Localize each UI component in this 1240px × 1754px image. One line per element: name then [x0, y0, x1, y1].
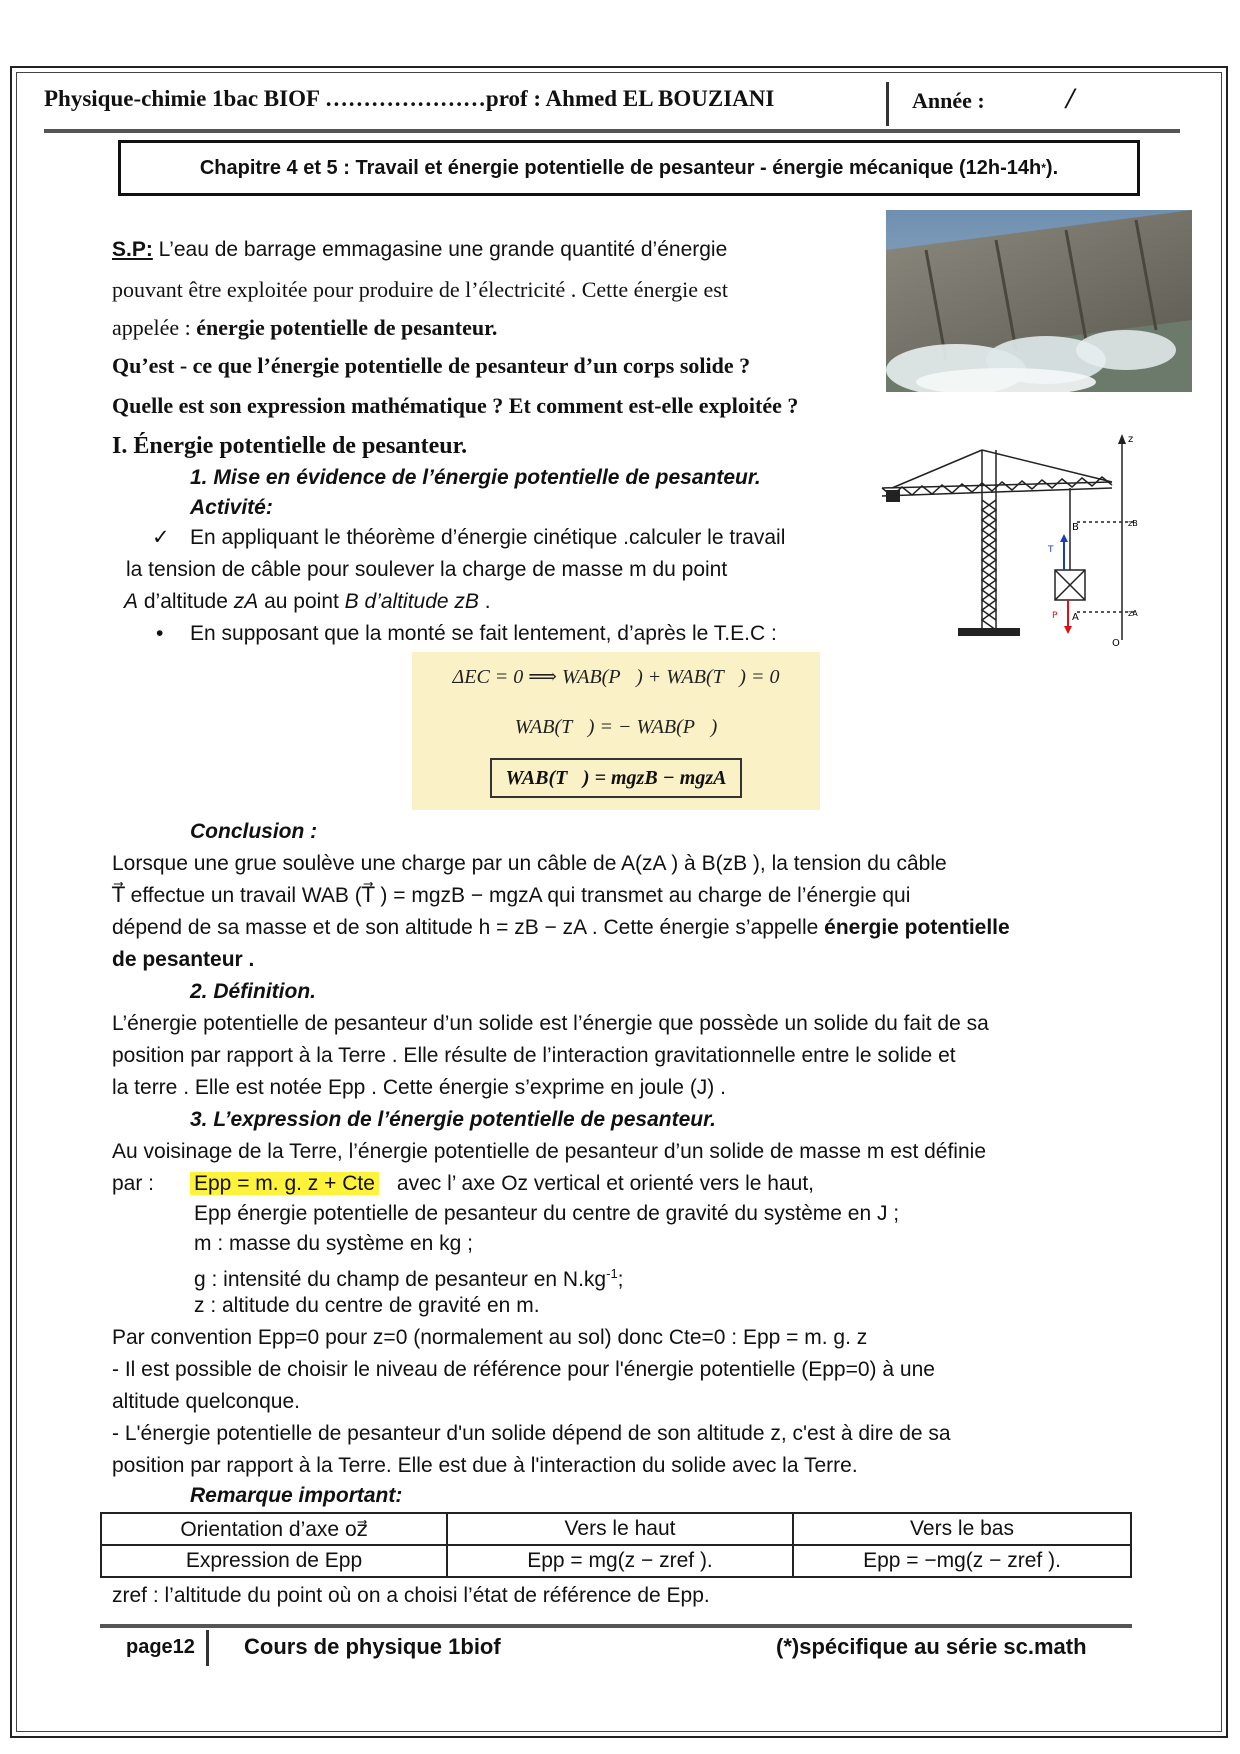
- header-separator: [886, 82, 889, 126]
- activite-label: Activité:: [190, 496, 273, 519]
- check-mark: ✓: [152, 526, 170, 549]
- table-cell: Vers le bas: [793, 1513, 1131, 1545]
- remarque-table: [100, 1512, 1132, 1578]
- definition-line-3: la terre . Elle est notée Epp . Cette énergie s’exprime en joule (J) .: [112, 1076, 726, 1099]
- svg-text:A: A: [1072, 612, 1079, 623]
- conclusion-title: Conclusion :: [190, 820, 318, 843]
- table-cell: Expression de Epp: [101, 1545, 447, 1577]
- conclusion-line-4: de pesanteur .: [112, 948, 255, 971]
- definition-line-2: position par rapport à la Terre . Elle résulte de l’interaction gravitationnelle entre le solide et: [112, 1044, 956, 1067]
- svg-text:zB: zB: [1128, 519, 1138, 528]
- footer-rule: [100, 1624, 1132, 1628]
- activity-line-3-e: .: [478, 590, 491, 613]
- epp-formula-highlight: Epp = m. g. z + Cte: [190, 1172, 379, 1195]
- epp-def: Epp énergie potentielle de pesanteur du centre de gravité du système en J ;: [194, 1202, 900, 1225]
- expression-line-1: Au voisinage de la Terre, l’énergie potentielle de pesanteur d’un solide de masse m est définie: [112, 1140, 986, 1163]
- header-rule: [44, 129, 1180, 133]
- formula-box: [412, 652, 820, 810]
- header-title: Physique-chimie 1bac BIOF …………………prof : Ahmed EL BOUZIANI: [44, 86, 775, 111]
- header-slash: /: [1066, 82, 1075, 115]
- svg-text:zA: zA: [1128, 609, 1138, 618]
- sp-label: S.P:: [112, 238, 153, 261]
- chapter-title: Chapitre 4 et 5 : Travail et énergie potentielle de pesanteur - énergie mécanique (12h-14h: [199, 156, 1042, 179]
- point-a: A: [124, 590, 139, 613]
- g-def-text: g : intensité du champ de pesanteur en N.kg: [194, 1268, 607, 1291]
- table-cell: Vers le haut: [447, 1513, 793, 1545]
- definition-title: 2. Définition.: [190, 980, 316, 1003]
- crane-diagram: [872, 430, 1152, 650]
- g-def-end: ;: [617, 1268, 624, 1291]
- activity-line-2: la tension de câble pour soulever la charge de masse m du point: [126, 558, 728, 581]
- convention: Par convention Epp=0 pour z=0 (normalement au sol) donc Cte=0 : Epp = m. g. z: [112, 1326, 868, 1349]
- definition-line-1: L’énergie potentielle de pesanteur d’un solide est l’énergie que possède un solide du fait de sa: [112, 1012, 989, 1035]
- formula-3: WAB(T⃗) = mgzB − mgzA: [490, 758, 742, 798]
- conclusion-line-1: Lorsque une grue soulève une charge par un câble de A(zA ) à B(zB ), la tension du câble: [112, 852, 947, 875]
- expression-title: 3. L’expression de l’énergie potentielle de pesanteur.: [190, 1108, 716, 1131]
- dam-photo: [886, 210, 1192, 392]
- table-row: [101, 1545, 1131, 1577]
- footer-note: (*)spécifique au série sc.math: [776, 1634, 1087, 1659]
- svg-text:T: T: [1048, 545, 1054, 555]
- m-def: m : masse du système en kg ;: [194, 1232, 473, 1255]
- question-2: Quelle est son expression mathématique ? Et comment est-elle exploitée ?: [112, 393, 799, 418]
- note-1b: altitude quelconque.: [112, 1390, 300, 1413]
- z-b: zB: [454, 590, 479, 613]
- intro-line-1: [112, 236, 727, 264]
- activity-line-3: [124, 588, 491, 616]
- intro-line-2: pouvant être exploitée pour produire de l’électricité . Cette énergie est: [112, 277, 728, 302]
- conclusion-line-3-b: énergie potentielle: [824, 916, 1010, 939]
- activity-line-3-d: d’altitude: [358, 590, 455, 613]
- bullet-text: En supposant que la monté se fait lentement, d’après le T.E.C :: [190, 622, 777, 645]
- zref-note: zref : l’altitude du point où on a choisi l’état de référence de Epp.: [112, 1584, 710, 1607]
- g-def: [194, 1260, 624, 1294]
- svg-text:O: O: [1112, 638, 1120, 649]
- activity-line-1: En appliquant le théorème d’énergie cinétique .calculer le travail: [190, 526, 786, 549]
- z-a: zA: [233, 590, 259, 613]
- activity-line-3-b: d’altitude: [138, 590, 234, 613]
- bullet-mark: •: [156, 622, 164, 645]
- intro-line-3: [112, 314, 497, 342]
- remarque-title: Remarque important:: [190, 1484, 403, 1507]
- z-def: z : altitude du centre de gravité en m.: [194, 1294, 540, 1317]
- table-cell: Epp = mg(z − zref ).: [447, 1545, 793, 1577]
- footer-page: page12: [126, 1636, 195, 1658]
- formula-2: WAB(T⃗) = − WAB(P⃗): [514, 716, 718, 738]
- svg-text:z: z: [1128, 434, 1134, 445]
- point-b: B: [344, 590, 359, 613]
- conclusion-line-3-a: dépend de sa masse et de son altitude h = zB − zA . Cette énergie s’appelle: [112, 916, 825, 939]
- formula-1: ΔEC = 0 ⟹ WAB(P⃗) + WAB(T⃗) = 0: [452, 666, 780, 688]
- note-1a: - Il est possible de choisir le niveau de référence pour l'énergie potentielle (Epp=0) à une: [112, 1358, 935, 1381]
- expression-par: par :: [112, 1172, 155, 1195]
- footer-course: Cours de physique 1biof: [244, 1634, 501, 1659]
- intro-line-3-prefix: appelée :: [112, 315, 197, 340]
- conclusion-line-3: [112, 914, 1010, 942]
- note-2b: position par rapport à la Terre. Elle est due à l'interaction du solide avec la Terre.: [112, 1454, 858, 1477]
- chapter-title-end: ).: [1045, 156, 1059, 179]
- header-annee: Année :: [912, 88, 985, 113]
- g-def-sup: -1: [606, 1266, 618, 1281]
- activity-line-3-c: au point: [258, 590, 345, 613]
- activity-line-1-clip: [190, 524, 860, 552]
- svg-text:P: P: [1052, 611, 1058, 621]
- expression-after: avec l’ axe Oz vertical et orienté vers le haut,: [396, 1172, 814, 1195]
- expression-formula-line: [190, 1170, 814, 1198]
- note-2a: - L'énergie potentielle de pesanteur d'un solide dépend de son altitude z, c'est à dire de sa: [112, 1422, 951, 1445]
- table-cell: Epp = −mg(z − zref ).: [793, 1545, 1131, 1577]
- table-cell: Orientation d’axe oz⃗: [101, 1513, 447, 1545]
- section-1-sub-1: 1. Mise en évidence de l’énergie potentielle de pesanteur.: [190, 466, 761, 489]
- svg-text:B: B: [1072, 522, 1079, 533]
- intro-line-3-bold: énergie potentielle de pesanteur.: [196, 315, 498, 340]
- footer-separator: [206, 1630, 209, 1666]
- conclusion-line-2: T⃗ effectue un travail WAB (T⃗ ) = mgzB − mgzA qui transmet au charge de l’énergie qui: [112, 884, 911, 907]
- chapter-title-star: *: [1041, 161, 1046, 175]
- intro-text-1: L’eau de barrage emmagasine une grande quantité d’énergie: [152, 238, 728, 261]
- chapter-title-box: [118, 140, 1140, 196]
- section-1-title: I. Énergie potentielle de pesanteur.: [112, 433, 468, 459]
- table-row: [101, 1513, 1131, 1545]
- question-1: Qu’est - ce que l’énergie potentielle de pesanteur d’un corps solide ?: [112, 353, 751, 378]
